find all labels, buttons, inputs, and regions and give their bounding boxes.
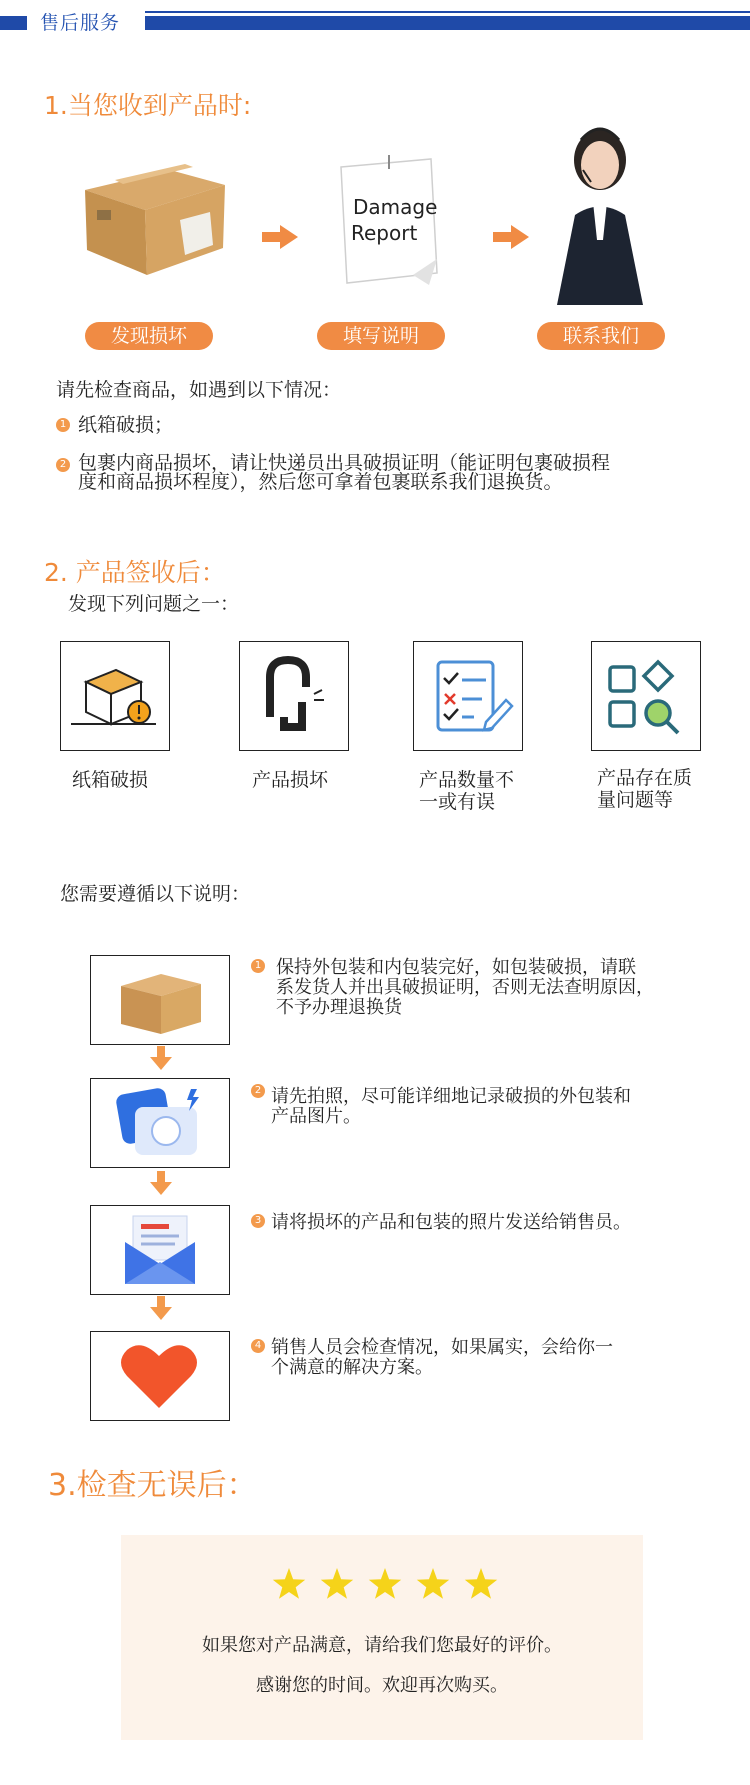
section1-intro: 请先检查商品，如遇到以下情况： [56,379,342,401]
report-text-line2: Report [351,221,418,245]
problem-label-4-line2: 量问题等 [597,789,674,811]
instruction-1-line3: 不予办理退换货 [276,997,402,1018]
instruction-1-line2: 系发货人并出具破损证明，否则无法查明原因， [276,977,654,998]
item-number-2: 2 [56,458,70,472]
header-bar-left [0,16,27,30]
header-bar-right [145,16,750,30]
instruction-number-4: 4 [251,1339,265,1353]
broken-product-icon [239,641,349,751]
star-icon [465,1568,497,1599]
review-panel [121,1535,643,1740]
section3-title: 3.检查无误后： [48,1468,257,1503]
page-title: 售后服务 [40,12,121,34]
problem-label-3-line1: 产品数量不 [419,769,515,791]
problem-label-1: 纸箱破损 [72,769,149,791]
item-text-2-line2: 度和商品损坏程度），然后您可拿着包裹联系我们退换货。 [78,471,563,493]
damaged-box-icon [60,641,170,751]
step-label-fill-report: 填写说明 [317,322,445,350]
step-label-find-damage: 发现损坏 [85,322,213,350]
damage-report-image [333,155,443,290]
instruction-3-line1: 请将损坏的产品和包装的照片发送给销售员。 [271,1212,631,1233]
problem-label-2: 产品损坏 [252,769,329,791]
step-label-contact-us: 联系我们 [537,322,665,350]
instruction-1-line1: 保持外包装和内包装完好，如包装破损，请联 [276,957,636,978]
instruction-box-3 [90,1205,230,1295]
item-text-2-line1: 包裹内商品损坏，请让快递员出具破损证明（能证明包裹破损程 [78,452,611,474]
section2-title: 2. 产品签收后： [44,558,226,587]
support-agent-image [545,120,655,305]
follow-intro: 您需要遵循以下说明： [60,883,251,905]
instruction-arrow-2 [150,1171,172,1195]
star-icon [273,1568,305,1599]
flow-arrow-1 [262,225,298,249]
flow-arrow-2 [493,225,529,249]
quality-search-icon [591,641,701,751]
instruction-number-1: 1 [251,959,265,973]
instruction-arrow-1 [150,1046,172,1070]
report-text-line1: Damage [353,195,438,219]
rating-stars [269,1565,499,1605]
checklist-icon [413,641,523,751]
damaged-box-image [75,150,230,280]
problem-label-4-line1: 产品存在质 [597,767,693,789]
instruction-2-line2: 产品图片。 [271,1106,361,1127]
instruction-4-line2: 个满意的解决方案。 [271,1357,433,1378]
section2-subtitle: 发现下列问题之一： [68,593,240,615]
problem-label-3-line2: 一或有误 [419,791,496,813]
instruction-2-line1: 请先拍照，尽可能详细地记录破损的外包装和 [271,1086,631,1107]
review-line-1: 如果您对产品满意，请给我们您最好的评价。 [202,1635,562,1656]
star-icon [321,1568,353,1599]
instruction-number-2: 2 [251,1084,265,1098]
instruction-arrow-3 [150,1296,172,1320]
instruction-box-4 [90,1331,230,1421]
instruction-number-3: 3 [251,1214,265,1228]
review-line-2: 感谢您的时间。欢迎再次购买。 [256,1675,508,1696]
instruction-4-line1: 销售人员会检查情况，如果属实，会给你一 [271,1337,613,1358]
star-icon [417,1568,449,1599]
instruction-box-1 [90,955,230,1045]
instruction-box-2 [90,1078,230,1168]
star-icon [369,1568,401,1599]
section1-title: 1.当您收到产品时: [44,91,252,120]
item-text-1: 纸箱破损； [78,414,174,436]
item-number-1: 1 [56,418,70,432]
